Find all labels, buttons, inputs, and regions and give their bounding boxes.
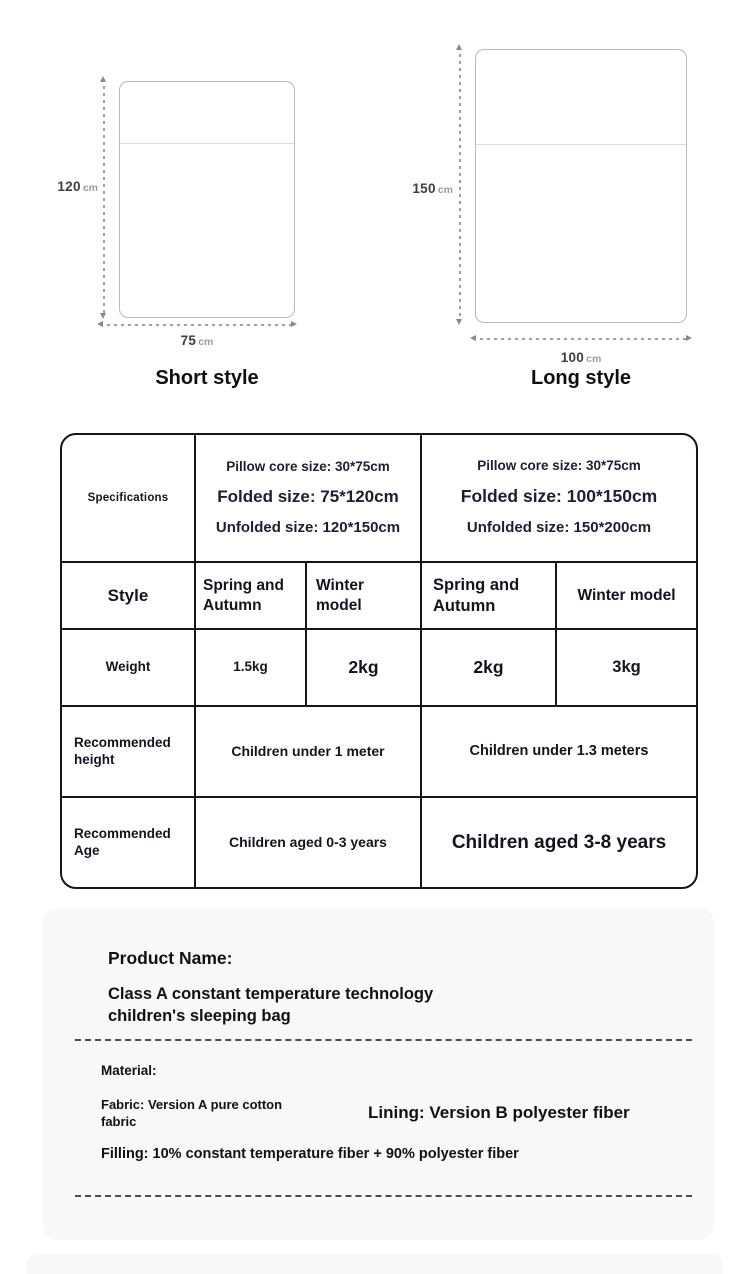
- product-name-label: Product Name:: [108, 948, 233, 968]
- short-style-caption: Short style: [155, 367, 259, 389]
- material-label: Material:: [101, 1063, 157, 1078]
- short-width-unit: cm: [198, 336, 214, 348]
- height-short-cell: Children under 1 meter: [196, 707, 422, 798]
- next-section-band: [27, 1254, 723, 1274]
- short-width-dimension-arrow: [100, 324, 294, 326]
- short-pillow-core-size: Pillow core size: 30*75cm: [226, 458, 390, 474]
- age-long-cell: Children aged 3-8 years: [451, 831, 667, 853]
- weight-row-label: Weight: [62, 630, 196, 707]
- long-pillow-seam-line: [476, 144, 686, 145]
- weight-short-winter-cell: 2kg: [307, 630, 422, 707]
- long-height-unit: cm: [437, 184, 453, 196]
- spec-table: [60, 433, 698, 889]
- weight-long-winter-cell: 3kg: [557, 630, 696, 707]
- weight-long-spring-cell: 2kg: [422, 630, 557, 707]
- dashed-separator-top: [75, 1039, 692, 1041]
- short-width-label: [100, 332, 294, 350]
- dashed-separator-bottom: [75, 1195, 692, 1197]
- short-width-value: 75: [180, 333, 197, 348]
- long-folded-size: Folded size: 100*150cm: [460, 486, 658, 507]
- long-height-label: [395, 180, 453, 198]
- short-height-unit: cm: [82, 182, 98, 194]
- long-width-label: [473, 349, 689, 367]
- long-style-caption: Long style: [530, 367, 631, 389]
- long-width-dimension-arrow: [473, 338, 689, 340]
- long-pillow-core-size: Pillow core size: 30*75cm: [477, 458, 641, 474]
- height-long-cell: Children under 1.3 meters: [422, 707, 696, 798]
- age-row-label: Recommended Age: [62, 798, 196, 887]
- long-height-value: 150: [412, 181, 436, 196]
- style-long-spring-cell: Spring and Autumn: [422, 563, 557, 630]
- lining-text: Lining: Version B polyester fiber: [368, 1103, 630, 1122]
- height-row-label: Recommended height: [62, 707, 196, 798]
- long-unfolded-size: Unfolded size: 150*200cm: [466, 519, 652, 536]
- short-height-dimension-arrow: [103, 79, 105, 316]
- product-name-value: Class A constant temperature technology children's sleeping bag: [108, 985, 434, 1025]
- long-width-value: 100: [560, 350, 585, 365]
- short-specs-cell: [196, 435, 422, 563]
- fabric-text: Fabric: Version A pure cotton fabric: [101, 1097, 283, 1129]
- long-width-unit: cm: [586, 353, 602, 365]
- style-short-winter-cell: [307, 563, 422, 630]
- spec-table-specifications-label: Specifications: [62, 435, 196, 563]
- age-short-cell: Children aged 0-3 years: [196, 798, 422, 887]
- long-specs-cell: [422, 435, 696, 563]
- short-height-label: [38, 178, 98, 196]
- short-height-value: 120: [57, 179, 81, 194]
- weight-short-spring-cell: 1.5kg: [196, 630, 307, 707]
- short-size-rectangle: [119, 81, 295, 318]
- style-short-spring-cell: Spring and Autumn: [196, 563, 307, 630]
- short-folded-size: Folded size: 75*120cm: [217, 487, 399, 507]
- filling-text: Filling: 10% constant temperature fiber + 90% polyester fiber: [101, 1146, 519, 1162]
- long-size-rectangle: [475, 49, 687, 323]
- style-long-winter-cell: Winter model: [557, 563, 696, 630]
- short-pillow-seam-line: [120, 143, 294, 144]
- short-unfolded-size: Unfolded size: 120*150cm: [215, 518, 401, 536]
- style-row-label: Style: [62, 563, 196, 630]
- long-height-dimension-arrow: [459, 47, 461, 322]
- style-short-winter-text: Winter model: [316, 577, 365, 614]
